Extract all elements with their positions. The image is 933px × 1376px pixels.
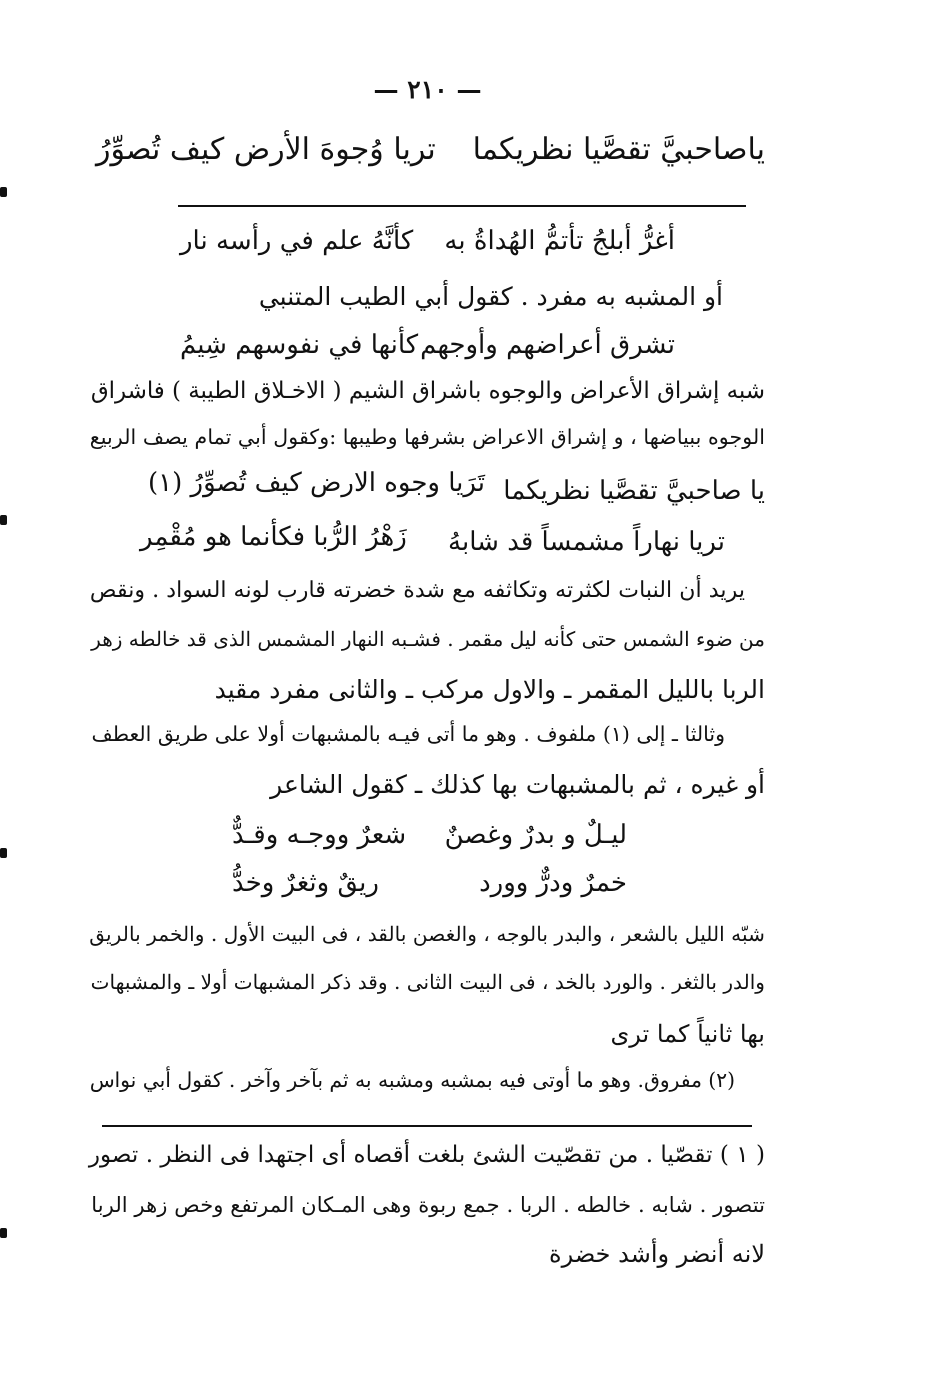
verse-4-left: زَهْرُ الرُّبا فكأنما هو مُقْمِر <box>140 522 407 552</box>
footnote-line: ( ١ ) تقصّيا . من تقصّيت الشئ بلغت أقصاه أى اجتهدا فى النظر . تصور <box>88 1142 765 1168</box>
verse-3-right: يا صاحبيَّ تقصَّيا نظريكما <box>503 476 765 506</box>
paragraph-line: والدر بالثغر . والورد بالخد ، فى البيت الثانى . وقد ذكر المشبهات أولا ـ والمشبهات <box>90 970 765 994</box>
paragraph-line: شبّه الليل بالشعر ، والبدر بالوجه ، والغصن بالقد ، فى البيت الأول . والخمر بالريق <box>89 922 765 946</box>
paragraph-line: من ضوء الشمس حتى كأنه ليل مقمر . فشـبه النهار المشمس الذى قد خالطه زهر <box>91 627 765 651</box>
verse-3-left: تَرَيا وجوه الارض كيف تُصوِّرُ (١) <box>148 468 485 498</box>
verse-1-right: أغرُّ أبلجُ تأتمُّ الهُداةُ به <box>444 226 675 256</box>
header-divider <box>178 205 746 207</box>
page-number: — ٢١٠ — <box>373 74 482 104</box>
scan-edge-mark <box>0 848 7 858</box>
text-line: أو المشبه به مفرد . كقول أبي الطيب المتنبي <box>258 282 723 311</box>
verse-5-left: شعرٌ ووجـه وقـدٌّ <box>232 820 407 850</box>
verse-5-right: ليـلٌ و بدرٌ وغصنٌ <box>444 820 627 850</box>
footnote-line: لانه أنضر وأشد خضرة <box>549 1240 765 1268</box>
scan-edge-mark <box>0 515 7 525</box>
paragraph-line: بها ثانياً كما ترى <box>610 1020 765 1048</box>
paragraph-line: وثالثا ـ إلى (١) ملفوف . وهو ما أتى فيـه بالمشبهات أولا على طريق العطف <box>91 722 725 746</box>
verse-4-right: تريا نهاراً مشمساً قد شابهُ <box>448 527 725 557</box>
paragraph-line: الربا بالليل المقمر ـ والاول مركب ـ والثانى مفرد مقيد <box>214 675 765 704</box>
paragraph-line: شبه إشراق الأعراض والوجوه باشراق الشيم ( الاخـلاق الطيبة ) فاشراق <box>90 378 765 404</box>
verse-2-right: تشرق أعراضهم وأوجهم <box>420 330 675 360</box>
verse-2-left: كأنها في نفوسهم شِيمُ <box>180 330 419 360</box>
top-verse-right-hemistich: ياصاحبيَّ تقصَّيا نظريكما <box>472 132 765 167</box>
verse-6-right: خمرٌ ودرٌّ وورد <box>479 868 627 898</box>
verse-1-left: كأنَّهُ علم في رأسه نار <box>180 226 414 256</box>
paragraph-line: يريد أن النبات لكثرته وتكاثفه مع شدة خضرته قارب لونه السواد . ونقص <box>89 577 745 603</box>
paragraph-line: الوجوه ببياضها ، و إشراق الاعراض بشرفها وطيبها :وكقول أبي تمام يصف الربيع <box>89 425 765 449</box>
verse-6-left: ريقٌ وثغرٌ وخدُّ <box>232 868 379 898</box>
paragraph-line: أو غيره ، ثم بالمشبهات بها كذلك ـ كقول الشاعر <box>270 770 765 799</box>
top-verse-left-hemistich: تريا وُجوهَ الأرض كيف تُصوِّرُ <box>96 132 436 167</box>
scan-edge-mark <box>0 187 7 197</box>
footnote-divider <box>102 1125 752 1127</box>
footnote-line: تتصور . شابه . خالطه . الربا . جمع ربوة وهى المـكان المرتفع وخص زهر الربا <box>91 1192 765 1217</box>
paragraph-line: (٢) مفروق. وهو ما أوتى فيه بمشبه ومشبه به ثم بآخر وآخر . كقول أبي نواس <box>89 1068 735 1092</box>
scan-edge-mark <box>0 1228 7 1238</box>
